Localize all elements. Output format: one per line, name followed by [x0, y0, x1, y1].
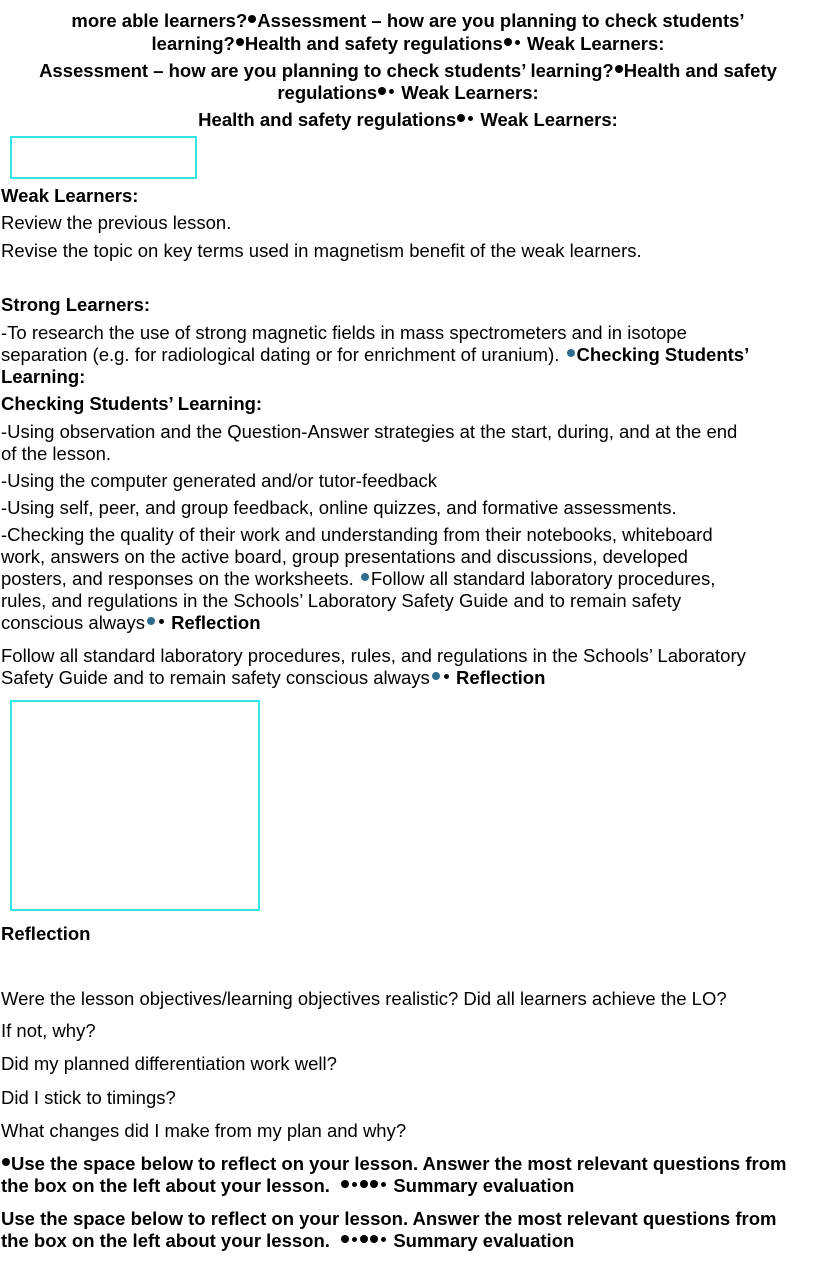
checking-p2: -Using the computer generated and/or tutor-feedback — [1, 470, 438, 491]
footer-b-line-2: the box on the left about your lesson. Summary evaluation — [1, 1230, 575, 1251]
reflection-question-4: Did I stick to timings? — [1, 1087, 176, 1108]
safety-line-2: Safety Guide and to remain safety conscious always Reflection — [1, 667, 546, 688]
checking-p4-line-5: conscious always Reflection — [1, 612, 261, 633]
small-bullet-icon — [159, 619, 164, 624]
checking-heading: Checking Students’ Learning: — [1, 393, 263, 414]
bullet-icon — [457, 114, 465, 122]
footer-a-line-2: the box on the left about your lesson. Summary evaluation — [1, 1175, 575, 1196]
checking-p1-line-1: -Using observation and the Question-Answer strategies at the start, during, and at the end — [1, 421, 738, 442]
header-line-2: learning? Health and safety regulations Weak Learners: — [151, 33, 665, 54]
blue-bullet-icon — [361, 573, 369, 581]
reflection-heading: Reflection — [1, 923, 91, 944]
checking-p4-line-4: rules, and regulations in the Schools’ Laboratory Safety Guide and to remain safety — [1, 590, 682, 611]
strong-line-2: separation (e.g. for radiological dating or for enrichment of uranium). Checking Students’ — [1, 344, 750, 365]
small-bullet-icon — [352, 1182, 357, 1187]
small-bullet-icon — [515, 40, 520, 45]
bullet-icon — [2, 1158, 10, 1166]
bullet-icon — [341, 1180, 349, 1188]
reflection-question-3: Did my planned differentiation work well? — [1, 1053, 337, 1074]
header-line-3: Assessment – how are you planning to check students’ learning? Health and safety — [39, 60, 777, 81]
weak-item-2: Revise the topic on key terms used in magnetism benefit of the weak learners. — [1, 240, 642, 261]
header-line-5: Health and safety regulations Weak Learners: — [198, 109, 618, 130]
small-bullet-icon — [444, 674, 449, 679]
checking-p3: -Using self, peer, and group feedback, online quizzes, and formative assessments. — [1, 497, 677, 518]
bullet-icon — [341, 1235, 349, 1243]
small-bullet-icon — [381, 1237, 386, 1242]
strong-line-1: -To research the use of strong magnetic fields in mass spectrometers and in isotope — [1, 322, 687, 343]
weak-item-1: Review the previous lesson. — [1, 212, 232, 233]
footer-a-line-1: Use the space below to reflect on your lesson. Answer the most relevant questions from — [1, 1153, 786, 1175]
strong-line-3: Learning: — [1, 366, 86, 387]
reflection-question-2: If not, why? — [1, 1020, 96, 1041]
bullet-icon — [370, 1235, 378, 1243]
reflection-question-1: Were the lesson objectives/learning objectives realistic? Did all learners achieve the LO? — [1, 988, 727, 1009]
strong-learners-heading: Strong Learners: — [1, 294, 151, 315]
empty-text-box — [10, 136, 197, 179]
reflection-question-5: What changes did I make from my plan and why? — [1, 1120, 407, 1141]
header-line-1: more able learners? Assessment – how are you planning to check students’ — [71, 10, 745, 31]
small-bullet-icon — [381, 1182, 386, 1187]
bullet-icon — [378, 87, 386, 95]
checking-p1-line-2: of the lesson. — [1, 443, 112, 464]
checking-p4-line-2: work, answers on the active board, group presentations and discussions, developed — [1, 546, 688, 567]
bullet-icon — [504, 38, 512, 46]
bullet-icon — [370, 1180, 378, 1188]
bullet-icon — [615, 65, 623, 73]
weak-learners-heading: Weak Learners: — [1, 185, 139, 206]
blue-bullet-icon — [147, 617, 155, 625]
bullet-icon — [360, 1180, 368, 1188]
empty-reflection-box — [10, 700, 260, 911]
checking-p4-line-1: -Checking the quality of their work and understanding from their notebooks, whiteboard — [1, 524, 713, 545]
small-bullet-icon — [389, 89, 394, 94]
header-line-4: regulations Weak Learners: — [277, 82, 539, 103]
bullet-icon — [360, 1235, 368, 1243]
small-bullet-icon — [352, 1237, 357, 1242]
safety-line-1: Follow all standard laboratory procedures, rules, and regulations in the Schools’ Laboratory — [1, 645, 746, 666]
blue-bullet-icon — [567, 349, 575, 357]
bullet-icon — [236, 38, 244, 46]
blue-bullet-icon — [432, 672, 440, 680]
bullet-icon — [248, 15, 256, 23]
footer-b-line-1: Use the space below to reflect on your lesson. Answer the most relevant questions from — [1, 1208, 777, 1229]
small-bullet-icon — [468, 116, 473, 121]
checking-p4-line-3: posters, and responses on the worksheets. Follow all standard laboratory procedures, — [1, 568, 716, 589]
